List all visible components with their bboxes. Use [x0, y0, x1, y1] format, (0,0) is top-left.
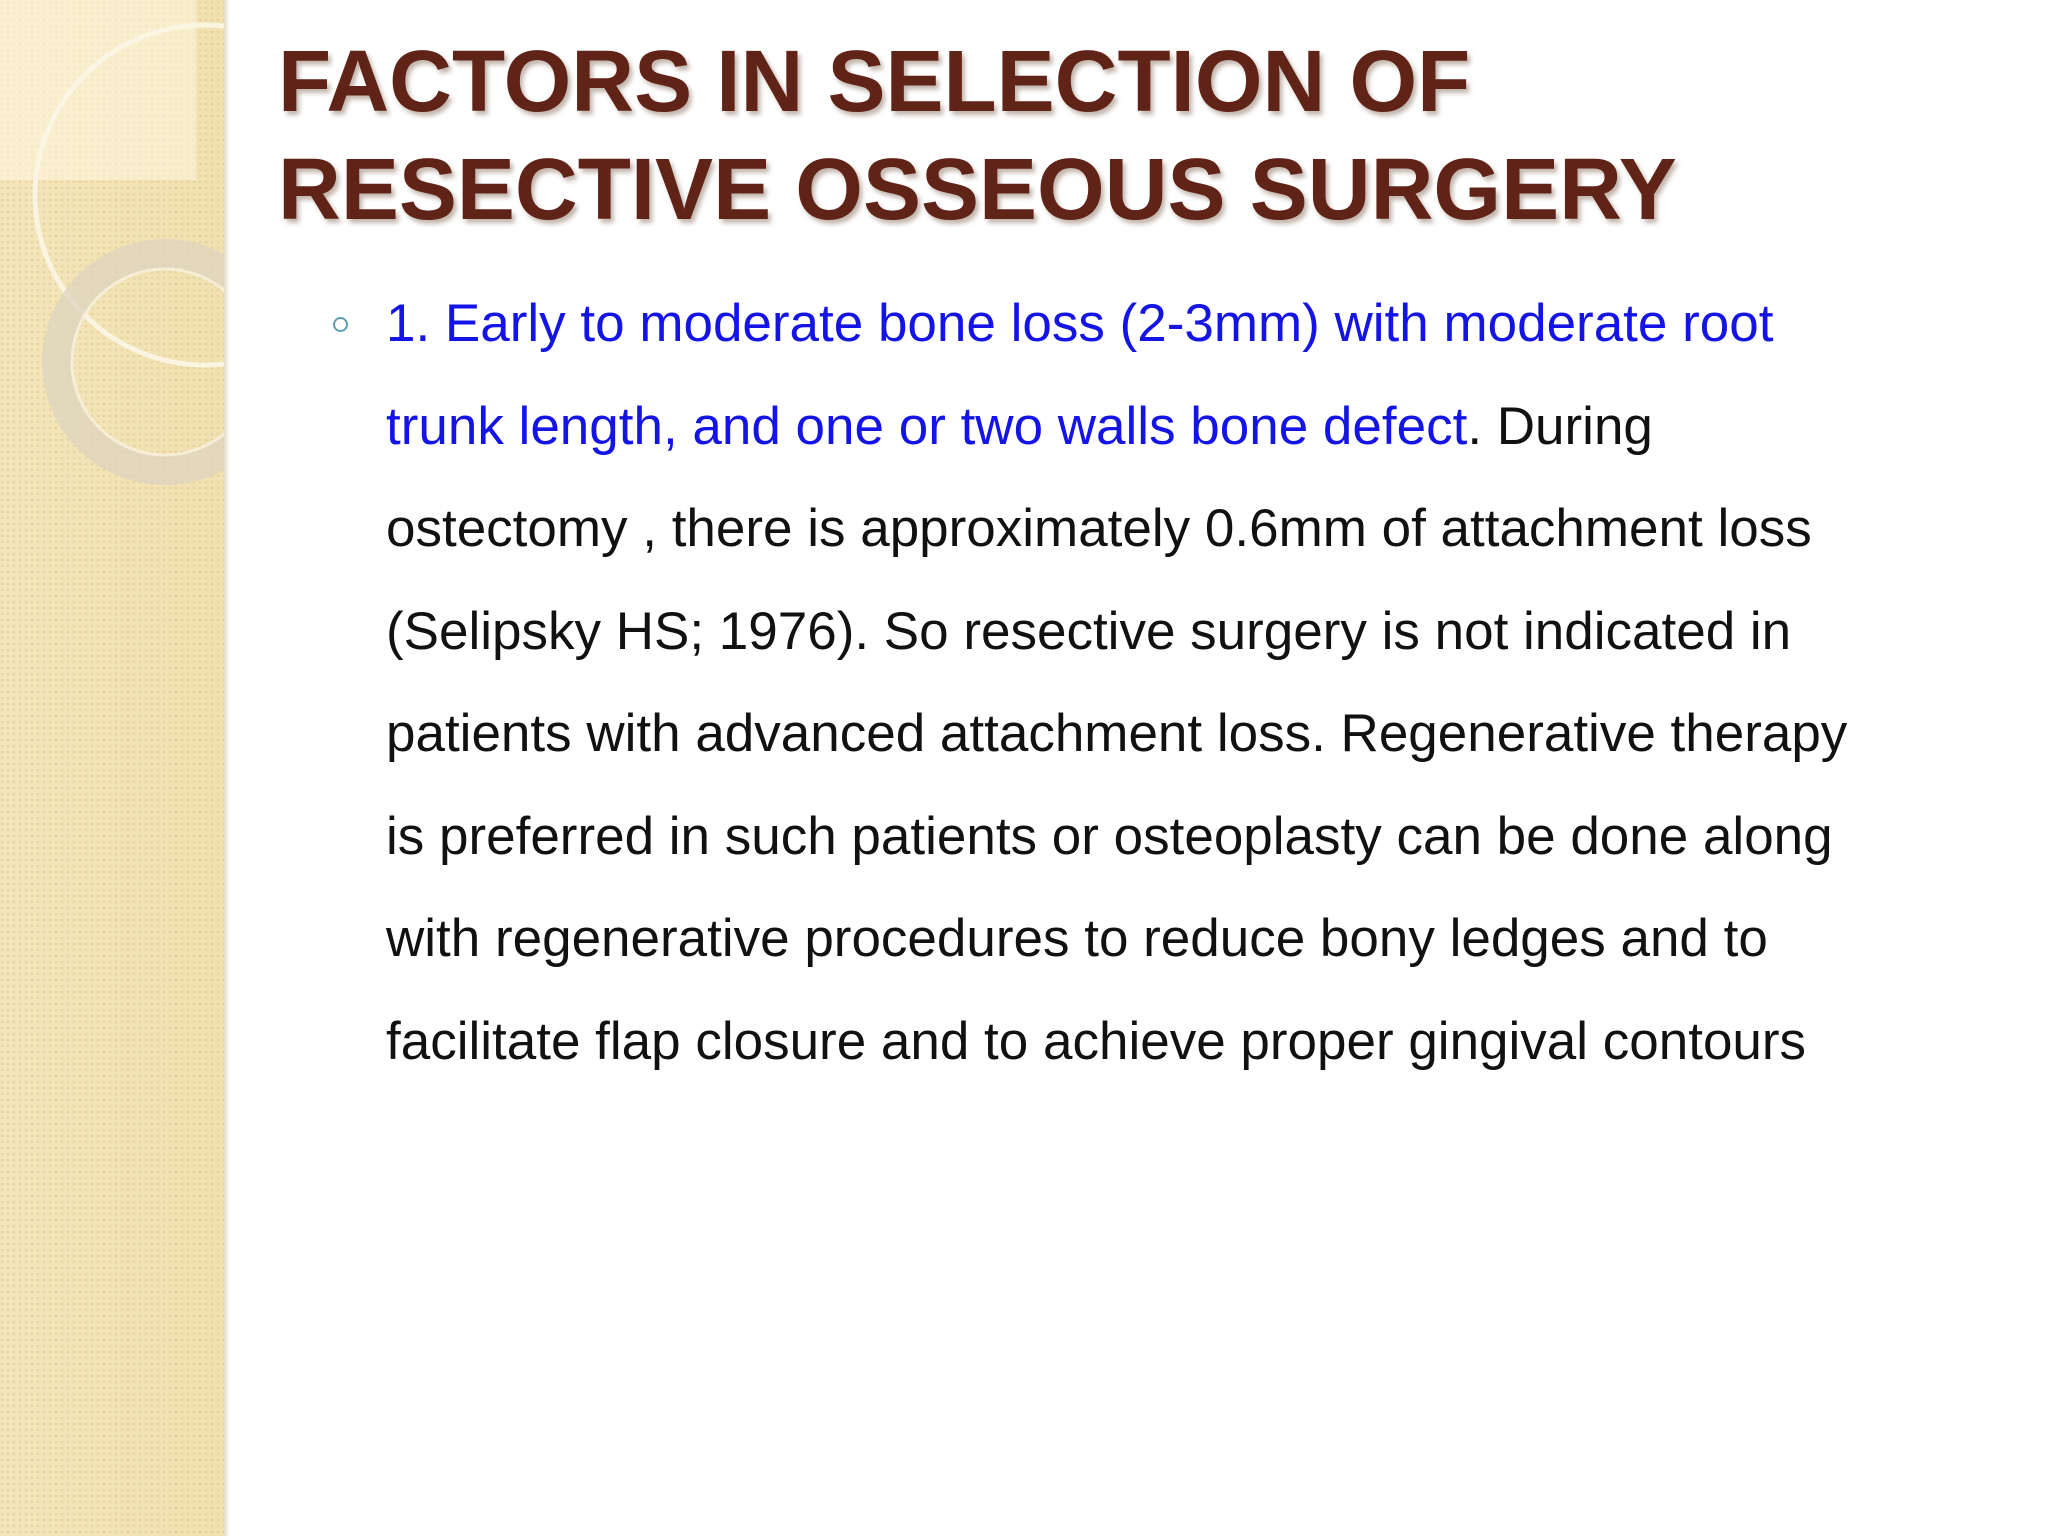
bullet-line-2-rest: . During [1467, 396, 1653, 456]
bullet-line-8 [386, 991, 1983, 1094]
bullet-text [386, 273, 1983, 1093]
bullet-line-5-rest: patients with advanced attachment loss. Regenerative therapy [386, 704, 1848, 763]
small-ring [57, 254, 224, 470]
bullet-line-1-highlighted: 1. Early to moderate bone loss (2-3mm) with moderate root [386, 294, 1774, 353]
bullet-line-1 [386, 273, 1983, 376]
bullet-line-3-rest: ostectomy , there is approximately 0.6mm of attachment loss [386, 499, 1812, 558]
slide-title [278, 28, 1978, 244]
bullet-line-6-rest: is preferred in such patients or osteoplasty can be done along [386, 806, 1833, 866]
slide-title-line-1: FACTORS IN SELECTION OF [278, 33, 1471, 130]
bullet-line-7-rest: with regenerative procedures to reduce bony ledges and to [386, 909, 1768, 968]
bullet-line-5 [386, 683, 1983, 786]
bullet-line-2-highlighted: trunk length, and one or two walls bone defect [386, 396, 1468, 456]
bullet-line-2 [386, 376, 1983, 479]
slide-title-line-2: RESECTIVE OSSEOUS SURGERY [278, 141, 1677, 238]
bullet-list [333, 273, 1983, 1093]
decorative-side-panel [0, 0, 224, 1536]
bullet-line-6 [386, 786, 1983, 889]
bullet-ring-icon [333, 317, 348, 332]
bullet-line-8-rest: facilitate flap closure and to achieve proper gingival contours [386, 1011, 1807, 1071]
bullet-line-3 [386, 478, 1983, 581]
side-panel-edge [224, 0, 230, 1536]
bullet-item [333, 273, 1983, 1093]
bullet-line-7 [386, 888, 1983, 991]
decorative-rings [0, 0, 224, 520]
bullet-line-4 [386, 581, 1983, 684]
bullet-line-4-rest: (Selipsky HS; 1976). So resective surgery is not indicated in [386, 601, 1792, 661]
